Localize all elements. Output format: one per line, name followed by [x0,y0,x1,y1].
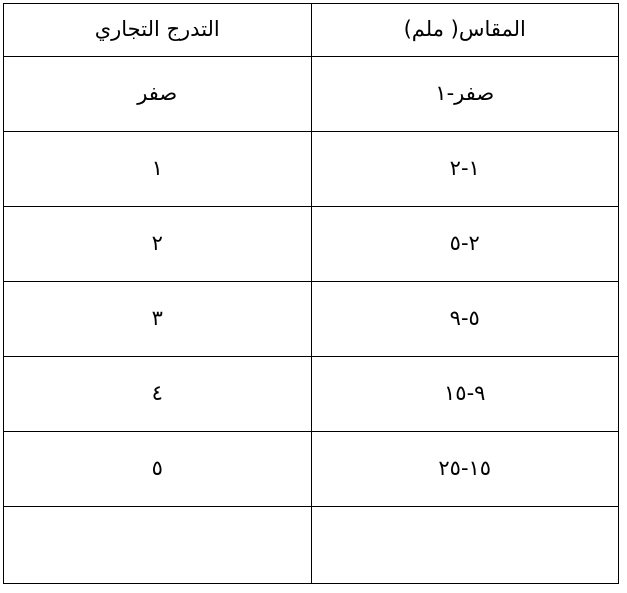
cell-grade [4,132,312,207]
table-header-row [4,4,619,57]
cell-size-value: ١-٢ [449,156,480,181]
cell-size-value: ٥-٩ [449,306,480,331]
cell-grade-value: ٤ [151,381,163,406]
table-row [4,432,619,507]
grading-size-table [3,3,619,584]
column-header-grade [4,4,312,57]
cell-size-value: ١٥-٢٥ [438,456,492,481]
cell-size [311,207,619,282]
column-header-size-label: المقاس( ملم) [403,17,526,42]
cell-size [311,432,619,507]
cell-size [311,57,619,132]
cell-grade [4,507,312,584]
column-header-grade-label: التدرج التجاري [94,17,220,42]
cell-grade-value: صفر [137,81,178,106]
cell-size [311,282,619,357]
cell-size-value: صفر-١ [435,81,495,106]
cell-grade-value: ٣ [151,306,163,331]
cell-grade [4,432,312,507]
cell-grade [4,57,312,132]
table-body [4,57,619,584]
cell-grade [4,207,312,282]
table-row [4,282,619,357]
column-header-size [311,4,619,57]
table-row [4,57,619,132]
cell-grade-value: ١ [151,156,163,181]
cell-size-value: ٩-١٥ [444,381,486,406]
table-header [4,4,619,57]
table-row [4,207,619,282]
table-row [4,132,619,207]
cell-size-value: ٢-٥ [449,231,480,256]
cell-size [311,507,619,584]
cell-size [311,132,619,207]
cell-size [311,357,619,432]
table-row-empty [4,507,619,584]
cell-grade-value: ٢ [151,231,163,256]
cell-grade-value: ٥ [151,456,163,481]
cell-grade [4,357,312,432]
table-row [4,357,619,432]
cell-grade [4,282,312,357]
